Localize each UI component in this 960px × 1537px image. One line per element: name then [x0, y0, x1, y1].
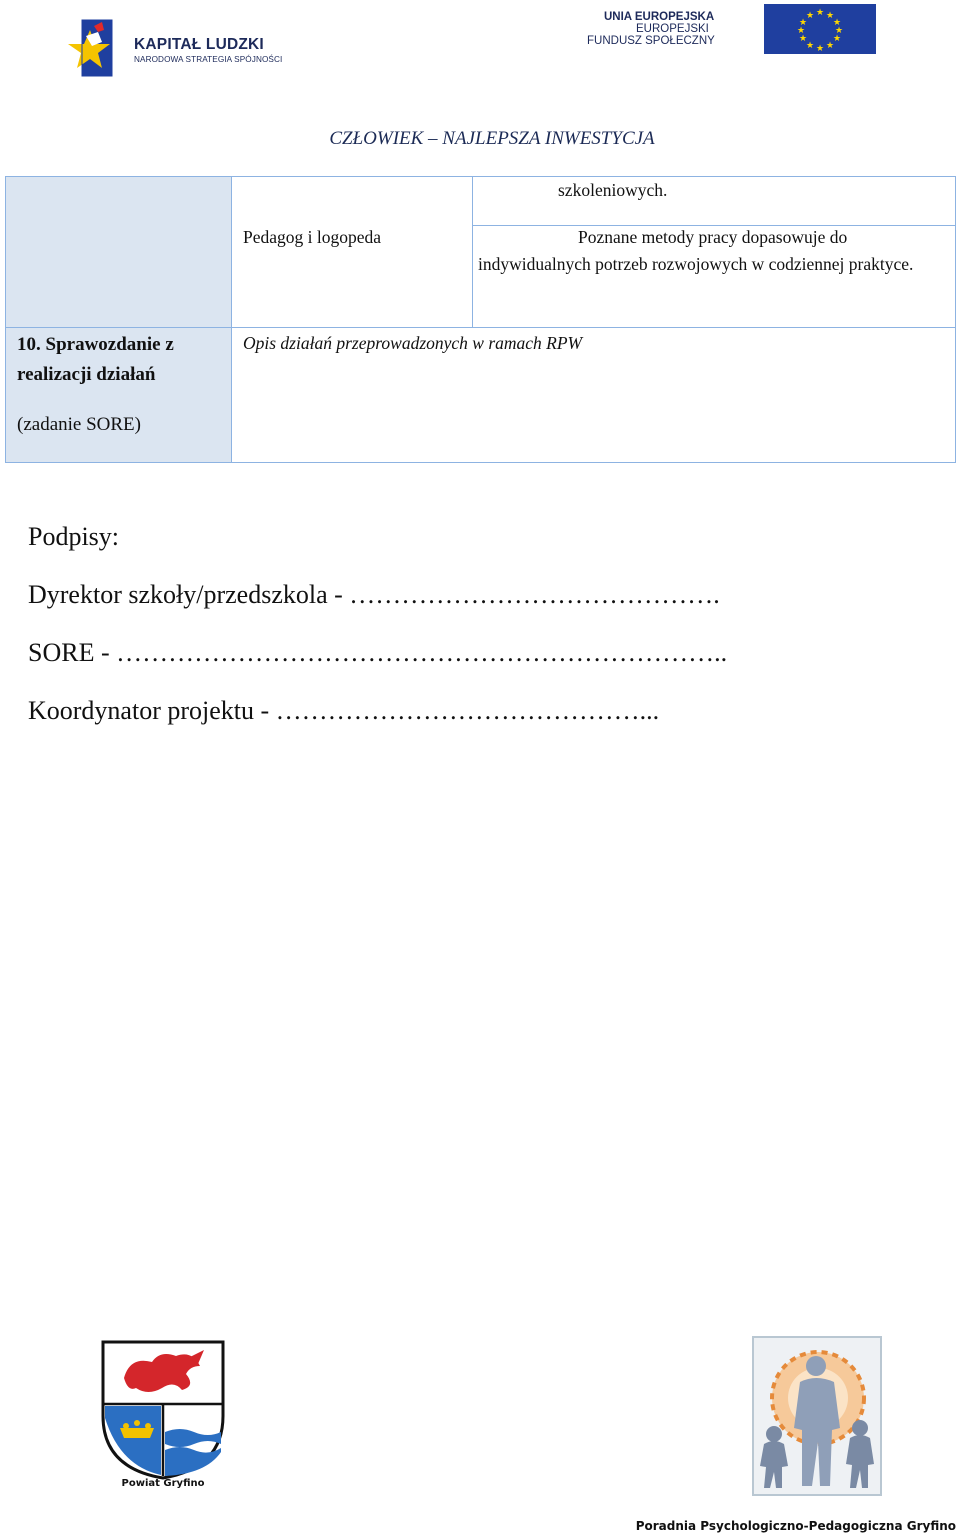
row1-label-cell [5, 176, 232, 328]
svg-text:★: ★ [796, 26, 806, 36]
row2-label-line1: 10. Sprawozdanie z [17, 334, 174, 355]
eu-logo [586, 4, 878, 56]
powiat-gryfino-crest [100, 1340, 226, 1495]
signatures-heading: Podpisy: [28, 522, 120, 551]
svg-text:★: ★ [815, 44, 825, 54]
director-signature-line: Dyrektor szkoły/przedszkola - ……………………………………. [28, 580, 720, 609]
poradnia-footer-label: Poradnia Psychologiczno-Pedagogiczna Gryfino [635, 1519, 956, 1533]
svg-text:★: ★ [832, 18, 842, 28]
svg-text:★: ★ [805, 41, 815, 51]
svg-text:★: ★ [815, 8, 825, 18]
row2-label-line2: realizacji działań [17, 364, 156, 385]
row2-label-cell [5, 327, 232, 463]
kapital-ludzki-subtitle: NARODOWA STRATEGIA SPÓJNOŚCI [134, 55, 283, 64]
row1-role-cell [231, 176, 473, 328]
svg-text:★: ★ [834, 26, 844, 36]
row1-role-text: Pedagog i logopeda [243, 227, 382, 247]
kapital-ludzki-star-icon [64, 14, 132, 80]
svg-text:★: ★ [798, 34, 808, 44]
kapital-ludzki-logo [64, 14, 314, 80]
powiat-crest-icon [100, 1340, 226, 1480]
eu-flag-icon [764, 4, 876, 54]
svg-text:★: ★ [805, 11, 815, 21]
sore-signature-line: SORE - …………………………………………………………….. [28, 638, 728, 667]
row2-label-note: (zadanie SORE) [17, 414, 141, 435]
motto-heading: CZŁOWIEK – NAJLEPSZA INWESTYCJA [329, 128, 655, 149]
row2-content-text: Opis działań przeprowadzonych w ramach RPW [243, 333, 583, 353]
eu-line-3: FUNDUSZ SPOŁECZNY [587, 35, 715, 47]
row1-top-cell [472, 176, 956, 226]
row1-top-text: szkoleniowych. [558, 180, 668, 200]
row1-outcome-text: Poznane metody pracy dopasowuje do indywidualnych potrzeb rozwojowych w codziennej praktyce. [478, 227, 914, 274]
coordinator-signature-line: Koordynator projektu - ……………………………………... [28, 696, 660, 725]
row1-outcome-cell [472, 225, 956, 328]
eu-line-2: EUROPEJSKI [636, 23, 709, 35]
svg-text:★: ★ [832, 34, 842, 44]
svg-text:★: ★ [825, 41, 835, 51]
svg-text:★: ★ [798, 18, 808, 28]
svg-text:★: ★ [825, 11, 835, 21]
poradnia-logo [752, 1336, 882, 1496]
eu-line-1: UNIA EUROPEJSKA [604, 11, 715, 23]
family-sun-icon [752, 1336, 882, 1496]
kapital-ludzki-title: KAPITAŁ LUDZKI [134, 36, 264, 53]
powiat-label: Powiat Gryfino [121, 1478, 205, 1489]
row2-content-cell [231, 327, 956, 463]
